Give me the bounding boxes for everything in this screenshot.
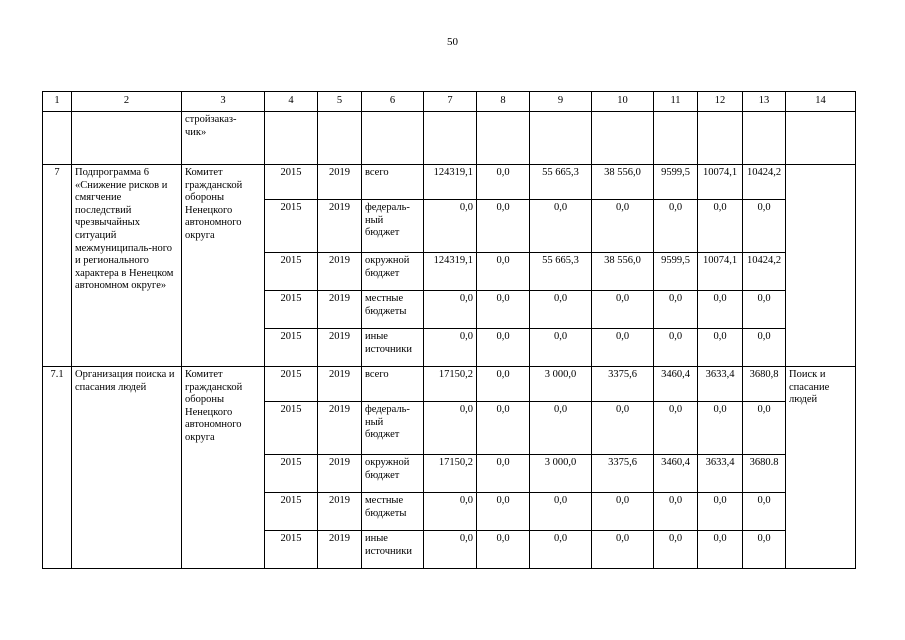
year-amount-cell: 3 000,0	[530, 367, 592, 402]
year-amount-cell: 3680.8	[743, 455, 786, 493]
year-amount-cell: 0,0	[698, 291, 743, 329]
year-amount-cell: 0,0	[743, 329, 786, 367]
year-amount-cell: 0,0	[530, 493, 592, 531]
start-year-cell: 2015	[265, 455, 318, 493]
table-row	[43, 367, 856, 402]
year-amount-cell: 0,0	[654, 329, 698, 367]
column-number-row	[43, 92, 856, 112]
year-amount-cell: 0,0	[477, 402, 530, 455]
item-number-cell: 7.1	[43, 367, 72, 569]
column-number-cell: 11	[654, 92, 698, 112]
total-amount-cell: 17150,2	[424, 367, 477, 402]
year-amount-cell: 0,0	[654, 493, 698, 531]
start-year-cell: 2015	[265, 402, 318, 455]
year-amount-cell: 3460,4	[654, 367, 698, 402]
column-number-cell: 5	[318, 92, 362, 112]
end-year-cell: 2019	[318, 253, 362, 291]
start-year-cell: 2015	[265, 367, 318, 402]
table-body	[43, 92, 856, 569]
funding-source-cell: иные источники	[362, 531, 424, 569]
year-amount-cell: 3680,8	[743, 367, 786, 402]
total-amount-cell: 0,0	[424, 531, 477, 569]
column-number-cell: 10	[592, 92, 654, 112]
year-amount-cell: 0,0	[592, 291, 654, 329]
year-amount-cell: 0,0	[477, 165, 530, 200]
total-amount-cell: 124319,1	[424, 165, 477, 200]
column-number-cell: 6	[362, 92, 424, 112]
year-amount-cell: 3 000,0	[530, 455, 592, 493]
empty-cell	[654, 112, 698, 165]
year-amount-cell: 0,0	[654, 291, 698, 329]
start-year-cell: 2015	[265, 531, 318, 569]
year-amount-cell: 0,0	[477, 329, 530, 367]
year-amount-cell: 0,0	[654, 200, 698, 253]
year-amount-cell: 0,0	[743, 531, 786, 569]
continuation-row	[43, 112, 856, 165]
total-amount-cell: 0,0	[424, 329, 477, 367]
year-amount-cell: 3375,6	[592, 455, 654, 493]
executor-cell: стройзаказ- чик»	[182, 112, 265, 165]
end-year-cell: 2019	[318, 291, 362, 329]
year-amount-cell: 3633,4	[698, 367, 743, 402]
year-amount-cell: 0,0	[477, 253, 530, 291]
empty-cell	[477, 112, 530, 165]
column-number-cell: 4	[265, 92, 318, 112]
empty-cell	[318, 112, 362, 165]
column-number-cell: 3	[182, 92, 265, 112]
expected-result-cell: Поиск и спасание людей	[786, 367, 856, 569]
year-amount-cell: 0,0	[477, 200, 530, 253]
column-number-cell: 2	[72, 92, 182, 112]
empty-cell	[786, 112, 856, 165]
column-number-cell: 14	[786, 92, 856, 112]
funding-source-cell: местные бюджеты	[362, 291, 424, 329]
expected-result-cell	[786, 165, 856, 367]
year-amount-cell: 38 556,0	[592, 165, 654, 200]
year-amount-cell: 0,0	[592, 493, 654, 531]
empty-cell	[698, 112, 743, 165]
end-year-cell: 2019	[318, 367, 362, 402]
year-amount-cell: 9599,5	[654, 165, 698, 200]
column-number-cell: 7	[424, 92, 477, 112]
column-number-cell: 1	[43, 92, 72, 112]
year-amount-cell: 0,0	[698, 531, 743, 569]
year-amount-cell: 3375,6	[592, 367, 654, 402]
executor-cell: Комитет гражданской обороны Ненецкого автономного округа	[182, 165, 265, 367]
empty-cell	[72, 112, 182, 165]
year-amount-cell: 55 665,3	[530, 165, 592, 200]
funding-source-cell: окружной бюджет	[362, 455, 424, 493]
empty-cell	[424, 112, 477, 165]
year-amount-cell: 9599,5	[654, 253, 698, 291]
start-year-cell: 2015	[265, 200, 318, 253]
year-amount-cell: 0,0	[530, 329, 592, 367]
year-amount-cell: 0,0	[477, 367, 530, 402]
total-amount-cell: 0,0	[424, 200, 477, 253]
year-amount-cell: 0,0	[743, 291, 786, 329]
year-amount-cell: 0,0	[592, 200, 654, 253]
year-amount-cell: 0,0	[698, 329, 743, 367]
year-amount-cell: 0,0	[477, 531, 530, 569]
column-number-cell: 8	[477, 92, 530, 112]
total-amount-cell: 0,0	[424, 291, 477, 329]
year-amount-cell: 0,0	[743, 402, 786, 455]
year-amount-cell: 10424,2	[743, 253, 786, 291]
empty-cell	[362, 112, 424, 165]
total-amount-cell: 0,0	[424, 493, 477, 531]
item-name-cell: Подпрограмма 6 «Снижение рисков и смягчение последствий чрезвычайных ситуаций межмуниципаль-ного и регионального характера в Ненецком автономном округе»	[72, 165, 182, 367]
year-amount-cell: 10074,1	[698, 253, 743, 291]
column-number-cell: 9	[530, 92, 592, 112]
start-year-cell: 2015	[265, 329, 318, 367]
year-amount-cell: 10424,2	[743, 165, 786, 200]
budget-table	[42, 91, 856, 569]
funding-source-cell: иные источники	[362, 329, 424, 367]
start-year-cell: 2015	[265, 253, 318, 291]
funding-source-cell: всего	[362, 165, 424, 200]
year-amount-cell: 0,0	[654, 402, 698, 455]
empty-cell	[265, 112, 318, 165]
year-amount-cell: 0,0	[530, 402, 592, 455]
year-amount-cell: 0,0	[477, 291, 530, 329]
page-number: 50	[447, 36, 458, 48]
year-amount-cell: 3460,4	[654, 455, 698, 493]
item-number-cell: 7	[43, 165, 72, 367]
year-amount-cell: 10074,1	[698, 165, 743, 200]
start-year-cell: 2015	[265, 165, 318, 200]
end-year-cell: 2019	[318, 200, 362, 253]
funding-source-cell: всего	[362, 367, 424, 402]
executor-cell: Комитет гражданской обороны Ненецкого автономного округа	[182, 367, 265, 569]
column-number-cell: 12	[698, 92, 743, 112]
year-amount-cell: 0,0	[698, 402, 743, 455]
funding-source-cell: федераль- ный бюджет	[362, 200, 424, 253]
table-row	[43, 165, 856, 200]
year-amount-cell: 0,0	[530, 531, 592, 569]
empty-cell	[530, 112, 592, 165]
end-year-cell: 2019	[318, 329, 362, 367]
start-year-cell: 2015	[265, 493, 318, 531]
end-year-cell: 2019	[318, 402, 362, 455]
end-year-cell: 2019	[318, 531, 362, 569]
year-amount-cell: 3633,4	[698, 455, 743, 493]
total-amount-cell: 0,0	[424, 402, 477, 455]
funding-source-cell: федераль- ный бюджет	[362, 402, 424, 455]
year-amount-cell: 0,0	[743, 200, 786, 253]
year-amount-cell: 0,0	[530, 200, 592, 253]
column-number-cell: 13	[743, 92, 786, 112]
year-amount-cell: 0,0	[592, 402, 654, 455]
end-year-cell: 2019	[318, 165, 362, 200]
year-amount-cell: 0,0	[477, 455, 530, 493]
total-amount-cell: 17150,2	[424, 455, 477, 493]
year-amount-cell: 0,0	[654, 531, 698, 569]
empty-cell	[743, 112, 786, 165]
end-year-cell: 2019	[318, 455, 362, 493]
total-amount-cell: 124319,1	[424, 253, 477, 291]
year-amount-cell: 0,0	[477, 493, 530, 531]
year-amount-cell: 55 665,3	[530, 253, 592, 291]
funding-source-cell: окружной бюджет	[362, 253, 424, 291]
empty-cell	[43, 112, 72, 165]
item-name-cell: Организация поиска и спасания людей	[72, 367, 182, 569]
year-amount-cell: 0,0	[743, 493, 786, 531]
year-amount-cell: 38 556,0	[592, 253, 654, 291]
year-amount-cell: 0,0	[592, 329, 654, 367]
year-amount-cell: 0,0	[698, 493, 743, 531]
year-amount-cell: 0,0	[530, 291, 592, 329]
year-amount-cell: 0,0	[592, 531, 654, 569]
start-year-cell: 2015	[265, 291, 318, 329]
year-amount-cell: 0,0	[698, 200, 743, 253]
empty-cell	[592, 112, 654, 165]
funding-source-cell: местные бюджеты	[362, 493, 424, 531]
end-year-cell: 2019	[318, 493, 362, 531]
